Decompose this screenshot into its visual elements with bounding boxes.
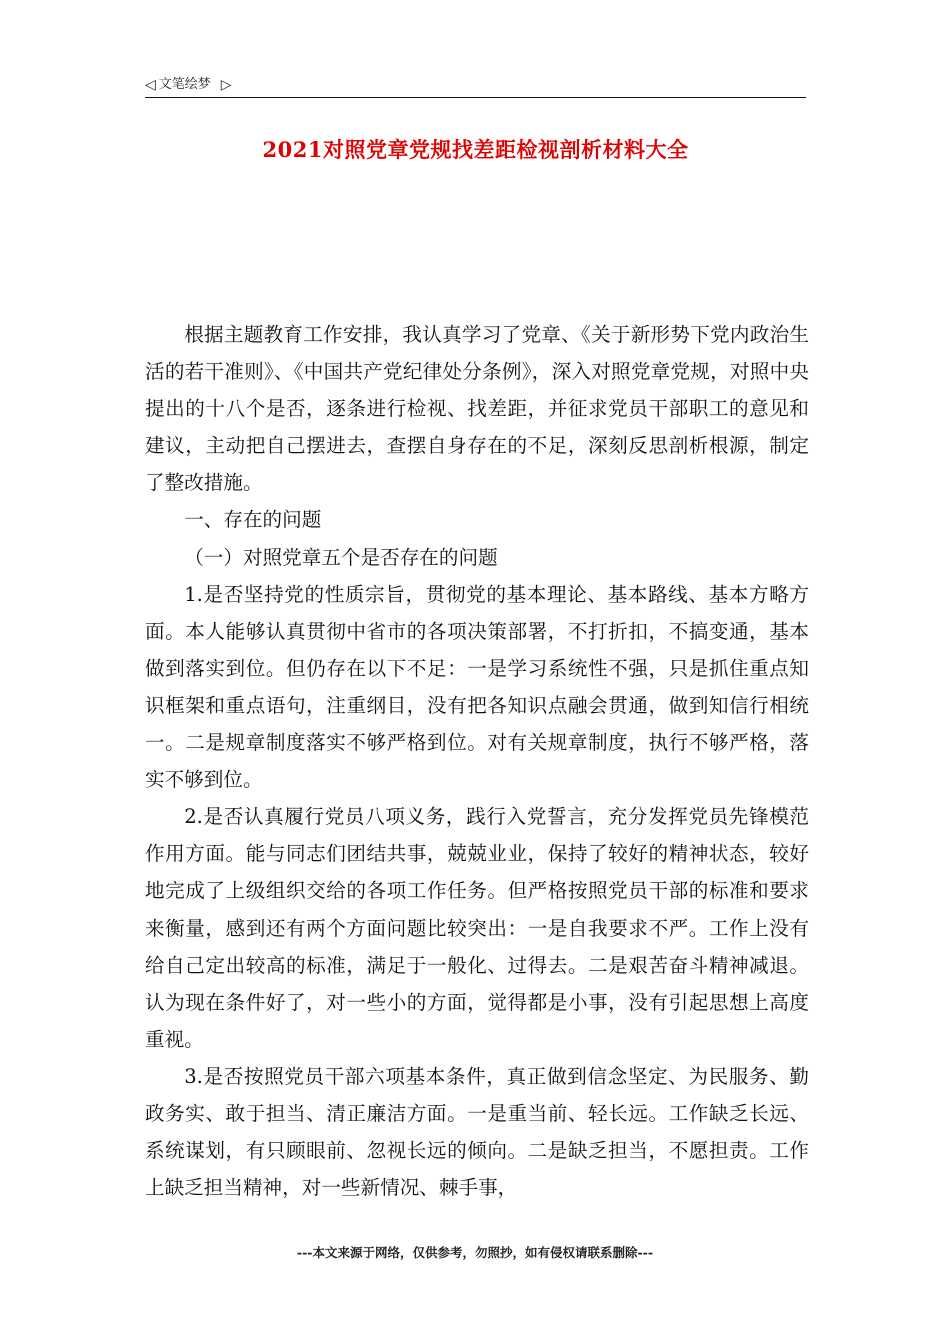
header-brand: 文笔绘梦 (158, 77, 211, 92)
left-triangle-icon: ◁ (145, 77, 156, 93)
paragraph-item-2: 2.是否认真履行党员八项义务，践行入党誓言，充分发挥党员先锋模范作用方面。能与同志们团结共事，兢兢业业，保持了较好的精神状态，较好地完成了上级组织交给的各项工作任务。但严格按照党员干部的标准和要求来衡量，感到还有两个方面问题比较突出：一是自我要求不严。工作上没有给自己定出较高的标准，满足于一般化、过得去。二是艰苦奋斗精神减退。认为现在条件好了，对一些小的方面，觉得都是小事，没有引起思想上高度重视。 (145, 805, 809, 1051)
heading-subsection-1: （一）对照党章五个是否存在的问题 (184, 545, 498, 569)
paragraph-item-3: 3.是否按照党员干部六项基本条件，真正做到信念坚定、为民服务、勤政务实、敢于担当、清正廉洁方面。一是重当前、轻长远。工作缺乏长远、系统谋划，有只顾眼前、忽视长远的倾向。二是缺乏担当，不愿担责。工作上缺乏担当精神，对一些新情况、棘手事， (145, 1064, 809, 1200)
page-header (145, 74, 805, 96)
header-divider (145, 97, 806, 98)
document-body (145, 316, 809, 1206)
document-title: 2021对照党章党规找差距检视剖析材料大全 (262, 137, 689, 162)
heading-section-1: 一、存在的问题 (184, 508, 322, 532)
paragraph-intro: 根据主题教育工作安排，我认真学习了党章、《关于新形势下党内政治生活的若干准则》、《中国共产党纪律处分条例》，深入对照党章党规，对照中央提出的十八个是否，逐条进行检视、找差距，并征求党员干部职工的意见和建议，主动把自己摆进去，查摆自身存在的不足，深刻反思剖析根源，制定了整改措施。 (145, 323, 809, 495)
paragraph-item-1: 1.是否坚持党的性质宗旨，贯彻党的基本理论、基本路线、基本方略方面。本人能够认真贯彻中省市的各项决策部署，不打折扣，不搞变通，基本做到落实到位。但仍存在以下不足：一是学习系统性不强，只是抓住重点知识框架和重点语句，注重纲目，没有把各知识点融会贯通，做到知信行相统一。二是规章制度落实不够严格到位。对有关规章制度，执行不够严格，落实不够到位。 (145, 582, 809, 792)
right-triangle-icon: ▷ (220, 77, 232, 93)
footer-notice: ---本文来源于网络，仅供参考，勿照抄，如有侵权请联系删除--- (296, 1245, 654, 1260)
